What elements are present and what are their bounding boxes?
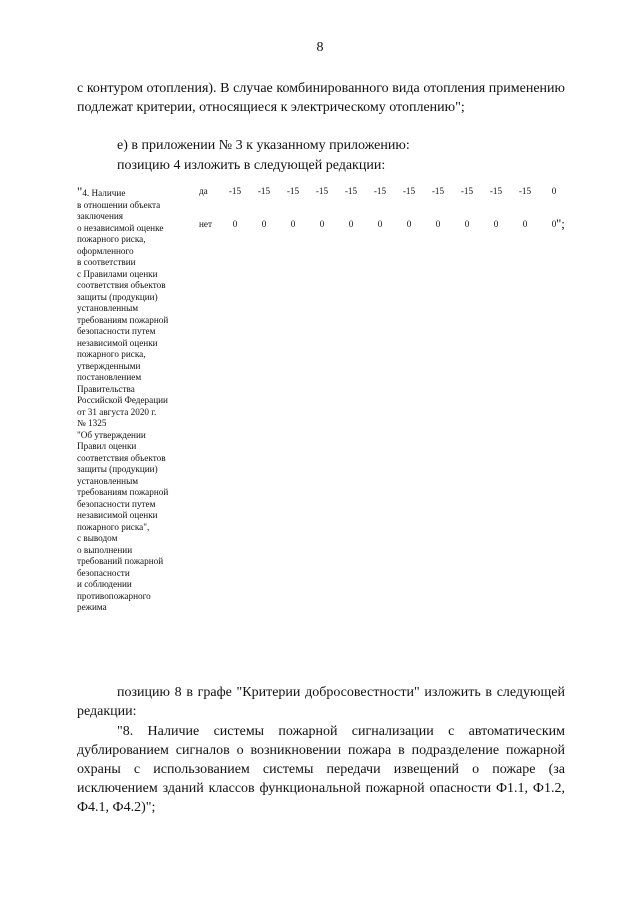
criterion-label-line: о независимой оценке [77,222,164,233]
table-cell: 0 [435,219,441,229]
criterion-label-line: требованиям пожарной [77,487,169,497]
table-cell: 0 [551,186,557,196]
criterion-label-line: защиты (продукции) [77,464,158,474]
row-label-yes: да [199,186,208,196]
table-cell: 0 [464,219,470,229]
criterion-label-line: "Об утверждении [77,429,146,440]
table-cell: 0 [319,219,325,229]
table-cell: -15 [257,186,271,196]
criterion-label-line: защиты (продукции) [77,291,158,302]
table-cell: -15 [518,186,532,196]
criterion-label-line: соответствия объектов [77,452,166,463]
criterion-label-line: в отношении объекта [77,199,161,210]
paragraph-intro: с контуром отопления). В случае комбинированного вида отопления применению подлежат критерии, относящиеся к электрическому отоплению"; [77,81,565,115]
criterion-label-line: заключения [77,211,124,221]
table-cell: -15 [344,186,358,196]
criterion-label-line: Правил оценки [77,441,137,451]
criterion-label-line: безопасности путем [77,326,156,336]
criterion-label-line: Правительства [77,383,135,394]
criterion-label-line: постановлением [77,372,142,382]
table-cell: 0 [261,219,267,229]
criterion-label-line: независимой оценки [77,510,158,520]
criterion-label-line: пожарного риска, [77,234,146,244]
criterion-label-line: установленным [77,303,139,313]
criterion-label-line: требований пожарной [77,556,164,566]
table-cell: -15 [402,186,416,196]
table-cell: 0 [493,219,499,229]
position4-intro: позицию 4 изложить в следующей редакции: [117,158,386,173]
item8-text: "8. Наличие системы пожарной сигнализации с автоматическим дублированием сигналов о возникновении пожара в подразделение пожарной охраны с использованием системы передачи извещений о пожаре (за исключением зданий классов функциональной пожарной опасности Ф1.1, Ф1.2, Ф4.1, Ф4.2)"; [77,724,565,815]
table-cell: -15 [286,186,300,196]
criterion-label-line: и соблюдении [77,579,132,589]
table-cell: -15 [460,186,474,196]
criterion-label [77,186,192,614]
page-number: 8 [316,40,324,55]
criterion-label-line: независимой оценки [77,337,158,348]
table-cell: 0 [232,219,238,229]
criterion-label-line: соответствия объектов [77,280,166,290]
row-suffix: "; [556,216,565,231]
table-cell: 0 [551,219,557,229]
table-cell: -15 [489,186,503,196]
criteria-table [77,186,577,666]
criterion-label-line: безопасности путем [77,498,156,509]
table-cell: 0 [522,219,528,229]
criterion-label-line: "4. Наличие [77,184,126,199]
table-cell: -15 [431,186,445,196]
table-cell: 0 [406,219,412,229]
criterion-label-line: с выводом [77,533,118,543]
criterion-label-line: режима [77,602,107,612]
criterion-label-line: пожарного риска, [77,349,146,359]
table-cell: 0 [348,219,354,229]
criterion-label-line: в соответствии [77,257,136,267]
table-cell: 0 [290,219,296,229]
criterion-label-line: безопасности [77,567,130,578]
criterion-label-line: пожарного риска", [77,521,150,532]
criterion-label-line: № 1325 [77,418,107,428]
criterion-label-line: от 31 августа 2020 г. [77,406,157,417]
criterion-label-line: о выполнении [77,544,133,555]
position8-intro: позицию 8 в графе "Критерии добросовестности" изложить в следующей редакции: [77,685,565,719]
criterion-label-line: противопожарного [77,590,151,601]
criterion-label-line: с Правилами оценки [77,268,158,279]
criterion-label-line: требованиям пожарной [77,314,169,325]
criterion-label-line: утвержденными [77,360,141,371]
table-cell: -15 [373,186,387,196]
table-cell: -15 [315,186,329,196]
item-e: е) в приложении № 3 к указанному приложению: [117,138,410,153]
table-cell: -15 [228,186,242,196]
criterion-label-line: Российской Федерации [77,395,168,405]
criterion-label-line: установленным [77,475,139,486]
row-label-no: нет [199,219,213,229]
table-cell: 0 [377,219,383,229]
criterion-label-line: оформленного [77,245,134,256]
